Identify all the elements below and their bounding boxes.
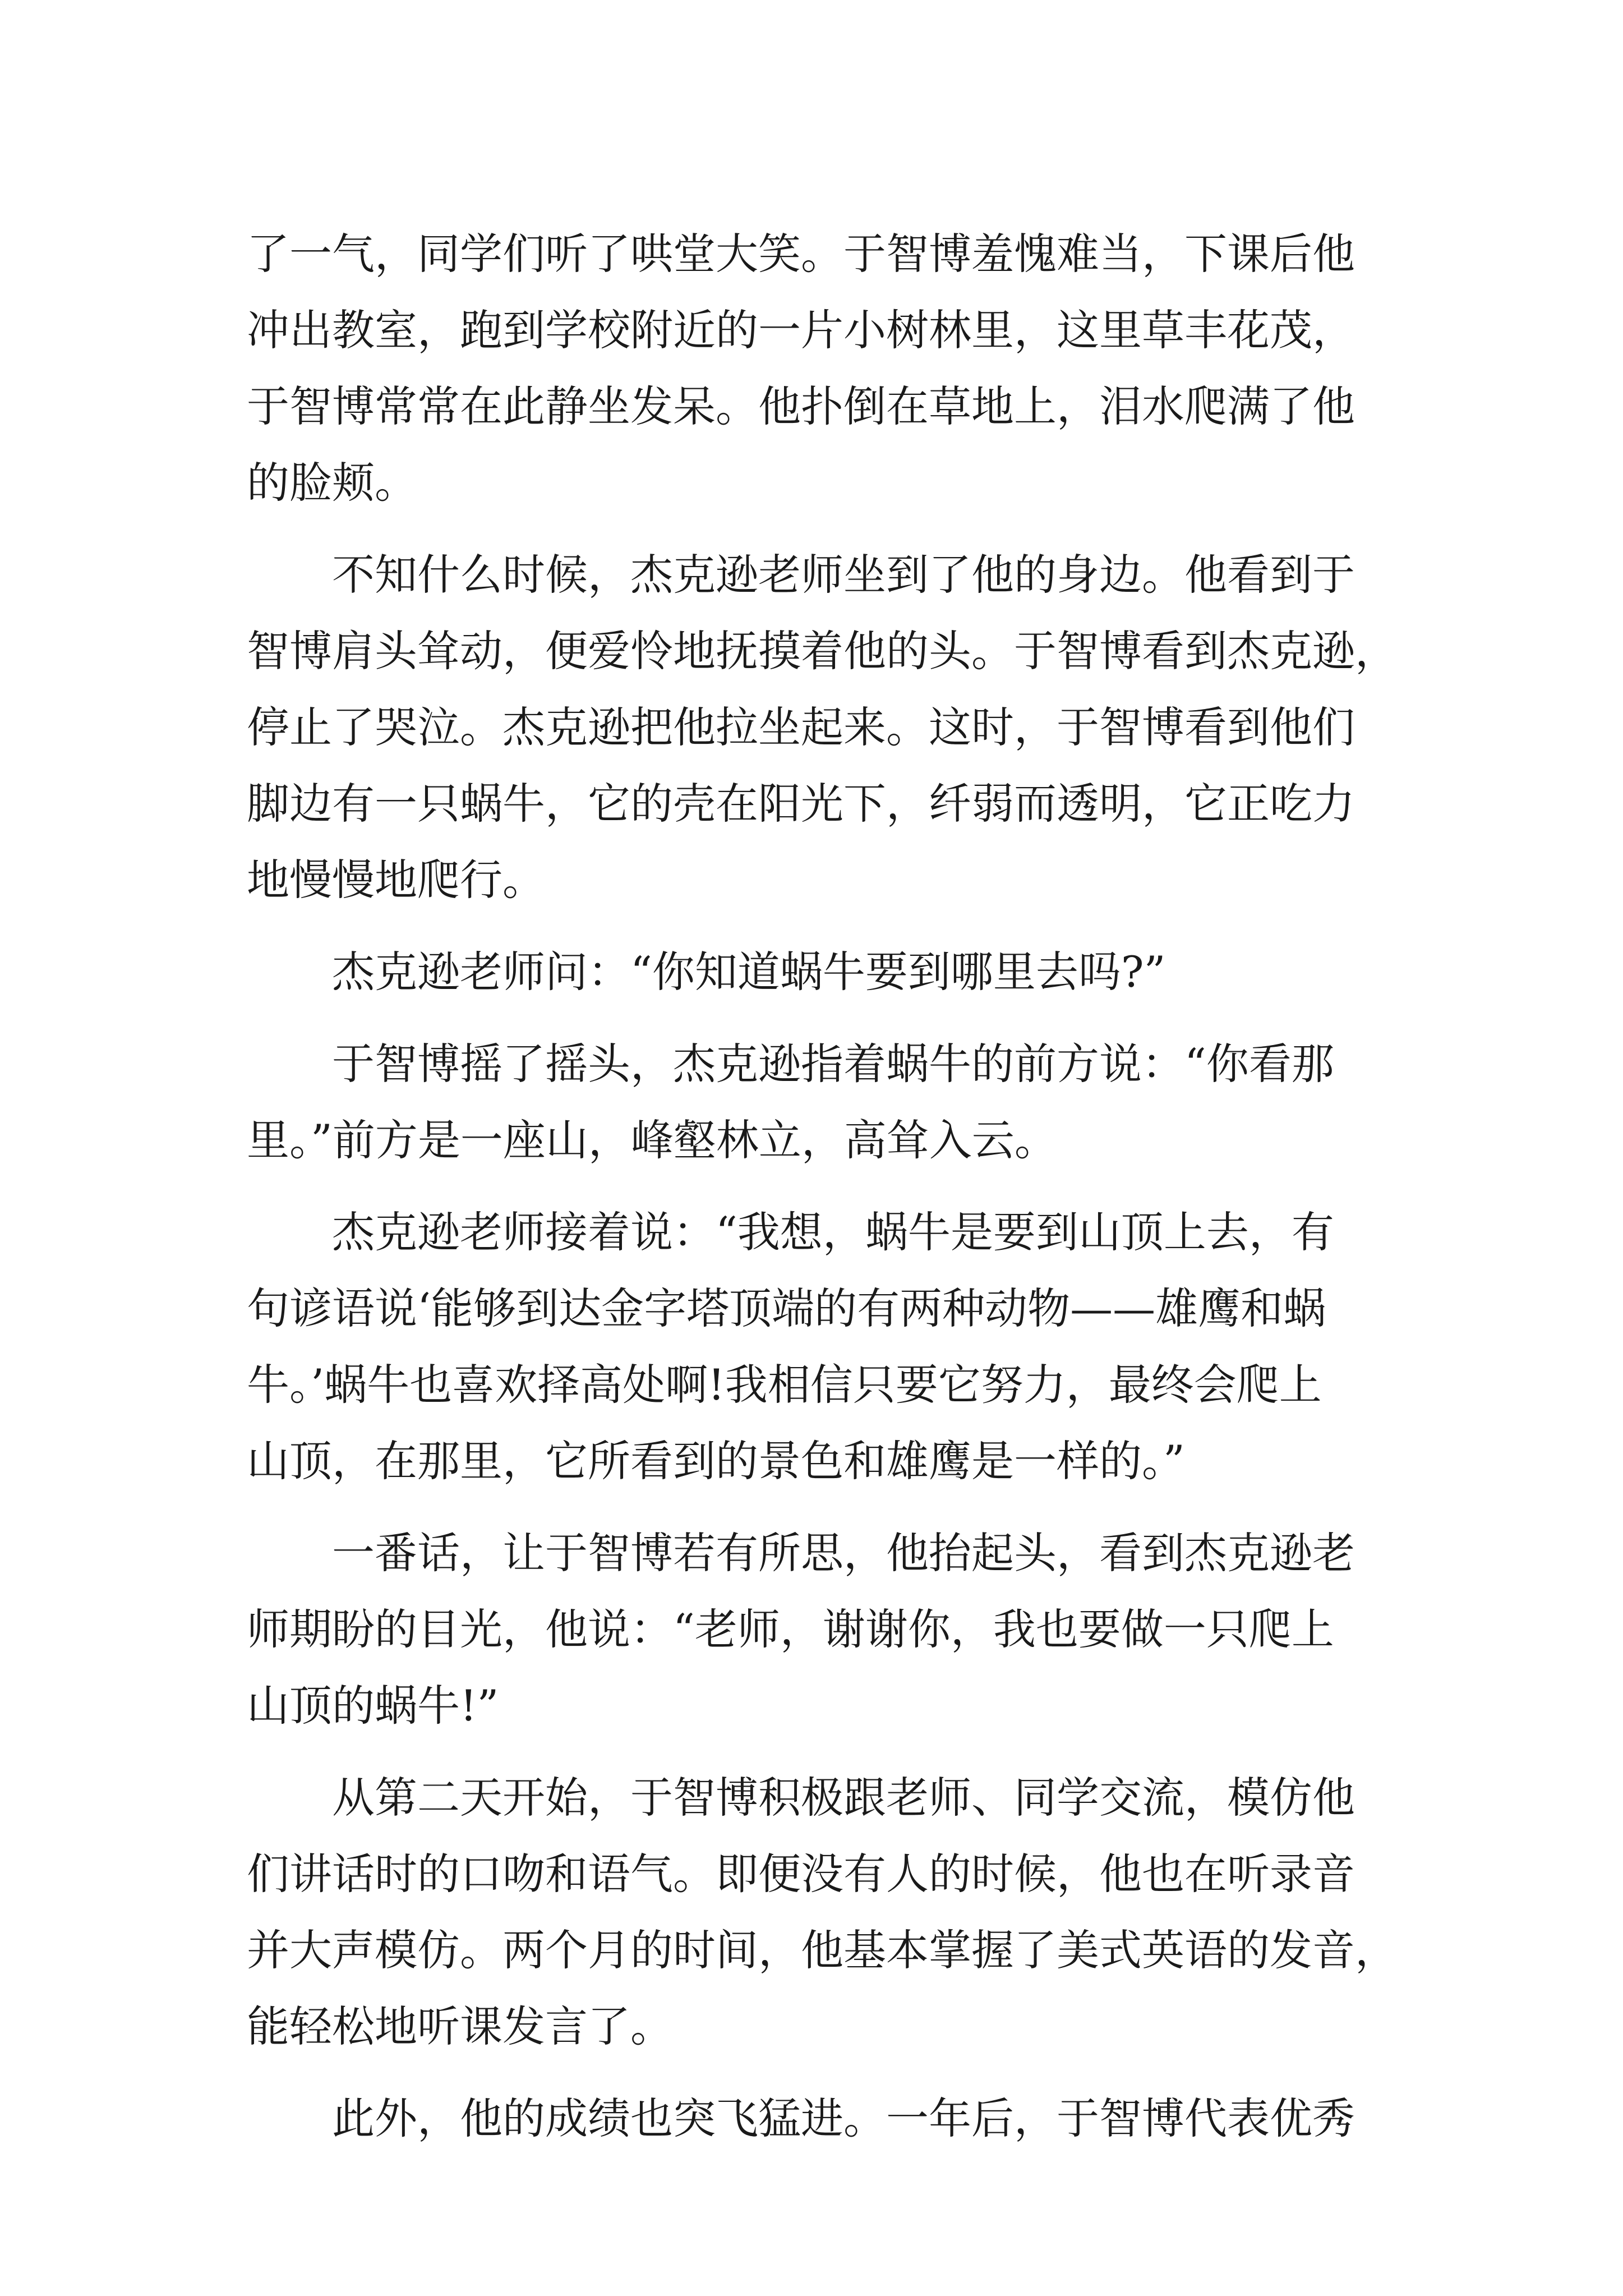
text-line: 能轻松地听课发言了。 — [247, 2001, 673, 2051]
text-line: 杰克逊老师接着说：“我想，蜗牛是要到山顶上去，有 — [247, 1207, 1334, 1257]
text-line: 杰克逊老师问：“你知道蜗牛要到哪里去吗?” — [247, 947, 1166, 997]
paragraph — [247, 934, 1413, 1010]
paragraph — [247, 1194, 1413, 1499]
paragraph — [247, 2081, 1413, 2157]
text-line: 的脸颊。 — [247, 458, 417, 508]
text-line: 一番话，让于智博若有所思，他抬起头，看到杰克逊老 — [247, 1528, 1355, 1578]
paragraph — [247, 537, 1413, 918]
text-line: 此外，他的成绩也突飞猛进。一年后，于智博代表优秀 — [247, 2093, 1355, 2143]
text-line: 于智博摇了摇头，杰克逊指着蜗牛的前方说：“你看那 — [247, 1039, 1334, 1089]
text-line: 牛。’蜗牛也喜欢择高处啊!我相信只要它努力，最终会爬上 — [247, 1360, 1322, 1410]
text-line: 里。”前方是一座山，峰壑林立，高耸入云。 — [247, 1115, 1057, 1165]
document-body — [247, 216, 1413, 2157]
text-line: 智博肩头耸动，便爱怜地抚摸着他的头。于智博看到杰克逊， — [247, 626, 1398, 676]
text-line: 于智博常常在此静坐发呆。他扑倒在草地上，泪水爬满了他 — [247, 381, 1355, 431]
text-line: 山顶的蜗牛!” — [247, 1681, 499, 1731]
paragraph — [247, 1515, 1413, 1744]
text-line: 并大声模仿。两个月的时间，他基本掌握了美式英语的发音， — [247, 1925, 1398, 1975]
text-line: 师期盼的目光，他说：“老师，谢谢你，我也要做一只爬上 — [247, 1604, 1334, 1654]
text-line: 从第二天开始，于智博积极跟老师、同学交流，模仿他 — [247, 1773, 1355, 1823]
paragraph — [247, 1026, 1413, 1179]
text-line: 们讲话时的口吻和语气。即便没有人的时候，他也在听录音 — [247, 1849, 1355, 1899]
text-line: 了一气，同学们听了哄堂大笑。于智博羞愧难当，下课后他 — [247, 229, 1355, 279]
text-line: 冲出教室，跑到学校附近的一片小树林里，这里草丰花茂， — [247, 305, 1355, 355]
text-line: 脚边有一只蜗牛，它的壳在阳光下，纤弱而透明，它正吃力 — [247, 779, 1355, 829]
text-line: 停止了哭泣。杰克逊把他拉坐起来。这时，于智博看到他们 — [247, 702, 1355, 752]
text-line: 山顶，在那里，它所看到的景色和雄鹰是一样的。” — [247, 1436, 1185, 1486]
text-line: 句谚语说‘能够到达金字塔顶端的有两种动物——雄鹰和蜗 — [247, 1283, 1326, 1333]
text-line: 不知什么时候，杰克逊老师坐到了他的身边。他看到于 — [247, 550, 1355, 600]
text-line: 地慢慢地爬行。 — [247, 855, 545, 905]
paragraph — [247, 1760, 1413, 2065]
paragraph — [247, 216, 1413, 521]
